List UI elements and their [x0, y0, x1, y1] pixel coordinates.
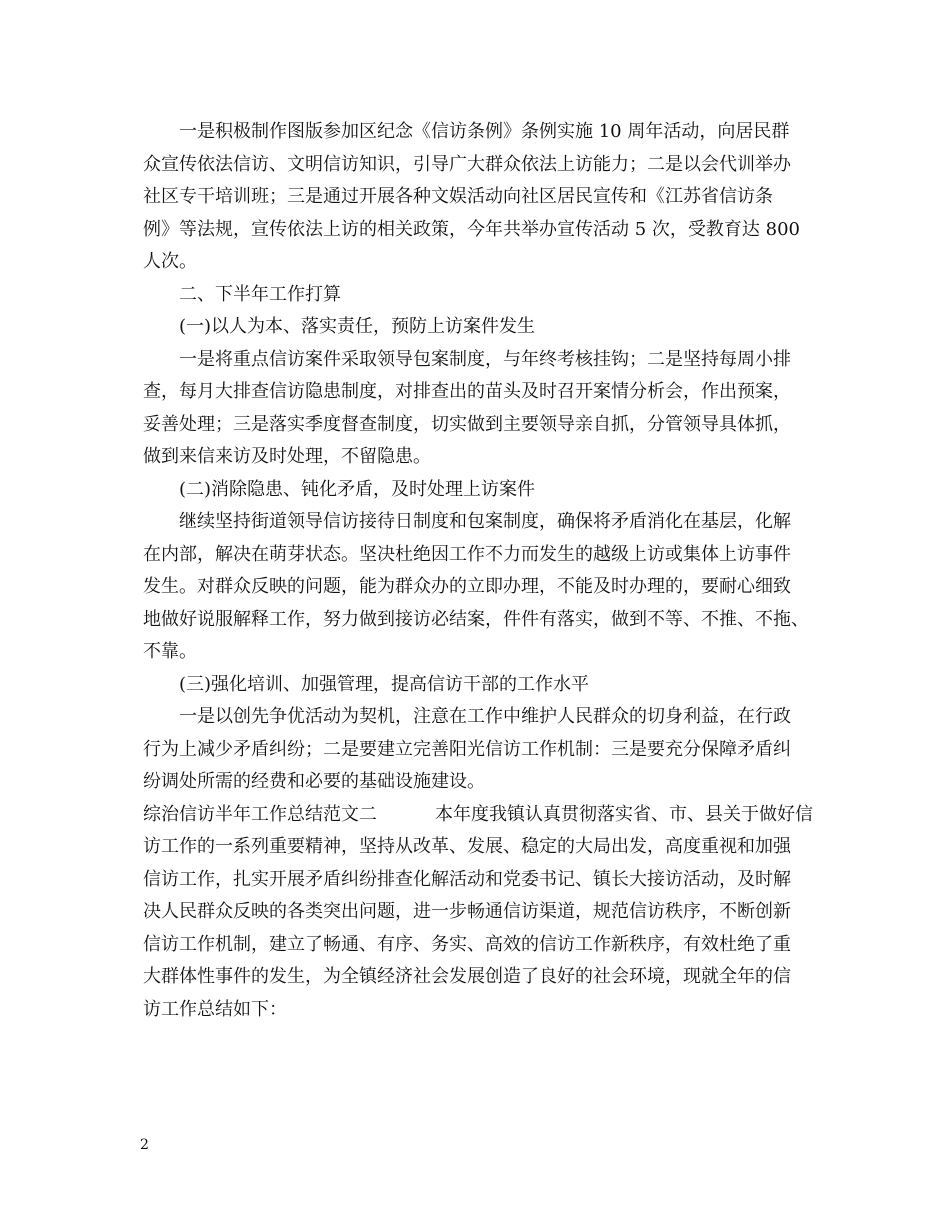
- paragraph-line: 人次。: [143, 251, 197, 272]
- paragraph-line: 不靠。: [143, 641, 197, 662]
- paragraph-line: 众宣传依法信访、文明信访知识，引导广大群众依法上访能力；二是以会代训举办: [143, 153, 791, 175]
- paragraph-line: 信访工作机制，建立了畅通、有序、务实、高效的信访工作新秩序，有效杜绝了重: [143, 933, 791, 955]
- document-body: [143, 116, 823, 1026]
- paragraph-line: 决人民群众反映的各类突出问题，进一步畅通信访渠道，规范信访秩序，不断创新: [143, 901, 791, 922]
- paragraph-line: 例》等法规，宣传依法上访的相关政策，今年共举办宣传活动 5 次，受教育达 800: [143, 218, 800, 240]
- subsection-heading: (一)以人为本、落实责任，预防上访案件发生: [179, 316, 536, 337]
- section-heading: 二、下半年工作打算: [179, 283, 341, 305]
- paragraph-line: 社区专干培训班；三是通过开展各种文娱活动向社区居民宣传和《江苏省信访条: [143, 186, 773, 207]
- title-paragraph-line: [143, 799, 823, 832]
- paragraph-text: 本年度我镇认真贯彻落实省、市、县关于做好信: [435, 803, 813, 825]
- paragraph-line: 妥善处理；三是落实季度督查制度，切实做到主要领导亲自抓，分管领导具体抓，: [143, 413, 791, 435]
- paragraph-line: 信访工作，扎实开展矛盾纠纷排查化解活动和党委书记、镇长大接访活动，及时解: [143, 868, 791, 890]
- page-number: 2: [140, 1137, 149, 1153]
- paragraph-line: 发生。对群众反映的问题，能为群众办的立即办理，不能及时办理的，要耐心细致: [143, 576, 791, 597]
- paragraph-line: 访工作的一系列重要精神，坚持从改革、发展、稳定的大局出发，高度重视和加强: [143, 836, 791, 857]
- paragraph-line: 纷调处所需的经费和必要的基础设施建设。: [143, 771, 485, 792]
- paragraph-line: 继续坚持街道领导信访接待日制度和包案制度，确保将矛盾消化在基层，化解: [179, 511, 791, 532]
- paragraph-line: 查，每月大排查信访隐患制度，对排查出的苗头及时召开案情分析会，作出预案，: [143, 381, 791, 402]
- paragraph-line: 在内部，解决在萌芽状态。坚决杜绝因工作不力而发生的越级上访或集体上访事件: [143, 543, 791, 565]
- paragraph-line: 一是将重点信访案件采取领导包案制度，与年终考核挂钩；二是坚持每周小排: [179, 348, 791, 370]
- paragraph-line: 地做好说服解释工作，努力做到接访必结案，件件有落实，做到不等、不推、不拖、: [143, 608, 809, 630]
- paragraph-line: 访工作总结如下：: [143, 998, 287, 1020]
- paragraph-line: 做到来信来访及时处理，不留隐患。: [143, 446, 431, 467]
- paragraph-line: 行为上减少矛盾纠纷；二是要建立完善阳光信访工作机制：三是要充分保障矛盾纠: [143, 738, 791, 760]
- subsection-heading: (三)强化培训、加强管理，提高信访干部的工作水平: [179, 673, 590, 695]
- subsection-heading: (二)消除隐患、钝化矛盾，及时处理上访案件: [179, 478, 536, 500]
- paragraph-line: 大群体性事件的发生，为全镇经济社会发展创造了良好的社会环境，现就全年的信: [143, 966, 791, 987]
- paragraph-line: 一是以创先争优活动为契机，注意在工作中维护人民群众的切身利益，在行政: [179, 706, 791, 727]
- paragraph-line: 一是积极制作图版参加区纪念《信访条例》条例实施 10 周年活动，向居民群: [179, 121, 790, 142]
- document-title: 综治信访半年工作总结范文二: [143, 803, 377, 825]
